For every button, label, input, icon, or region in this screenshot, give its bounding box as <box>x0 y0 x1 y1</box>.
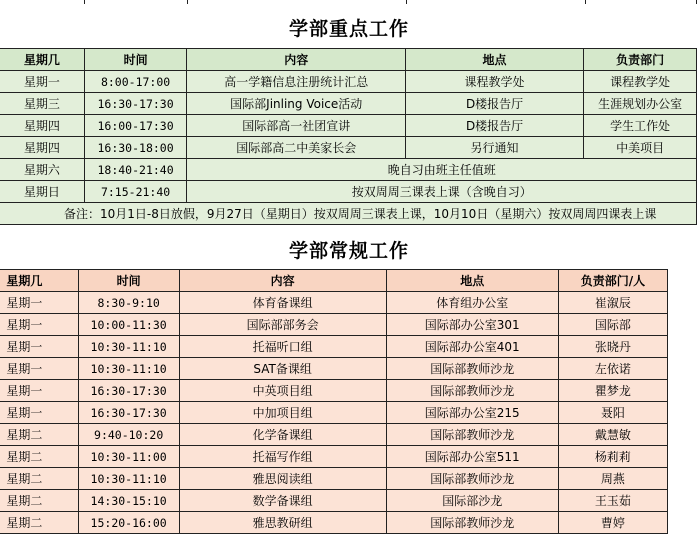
key-work-table <box>0 48 697 225</box>
cell-person[interactable]: 国际部 <box>558 314 667 336</box>
cell-person[interactable]: 聂阳 <box>558 402 667 424</box>
cell-location[interactable]: 国际部办公室301 <box>386 314 558 336</box>
cell-merged-content[interactable]: 按双周周三课表上课（含晚自习） <box>187 181 697 203</box>
cell-content[interactable]: 国际部Jinling Voice活动 <box>187 93 405 115</box>
column-header: 内容 <box>187 49 405 71</box>
cell-location[interactable]: D楼报告厅 <box>405 115 583 137</box>
cell-department[interactable]: 课程教学处 <box>584 71 697 93</box>
cell-location[interactable]: D楼报告厅 <box>405 93 583 115</box>
cell-content[interactable]: 托福听口组 <box>179 336 386 358</box>
table-row <box>0 314 668 336</box>
cell-person[interactable]: 杨莉莉 <box>558 446 667 468</box>
cell-day[interactable]: 星期一 <box>0 380 78 402</box>
table-row <box>0 490 668 512</box>
cell-location[interactable]: 国际部教师沙龙 <box>386 468 558 490</box>
cell-day[interactable]: 星期二 <box>0 468 78 490</box>
cell-merged-content[interactable]: 晚自习由班主任值班 <box>187 159 697 181</box>
table-row <box>0 159 697 181</box>
cell-location[interactable]: 国际部教师沙龙 <box>386 380 558 402</box>
column-header: 时间 <box>78 270 179 292</box>
section-title-routine-work: 学部常规工作 <box>288 240 409 262</box>
cell-day[interactable]: 星期日 <box>0 181 84 203</box>
cell-person[interactable]: 左依诺 <box>558 358 667 380</box>
cell-day[interactable]: 星期一 <box>0 336 78 358</box>
cell-content[interactable]: 中英项目组 <box>179 380 386 402</box>
table-row <box>0 336 668 358</box>
cell-day[interactable]: 星期一 <box>0 71 84 93</box>
column-header: 星期几 <box>0 270 78 292</box>
cell-location[interactable]: 国际部教师沙龙 <box>386 512 558 534</box>
cell-day[interactable]: 星期二 <box>0 446 78 468</box>
cell-location[interactable]: 另行通知 <box>405 137 583 159</box>
cell-day[interactable]: 星期一 <box>0 358 78 380</box>
cell-time[interactable]: 10:30-11:10 <box>78 336 179 358</box>
cell-content[interactable]: 中加项目组 <box>179 402 386 424</box>
cell-content[interactable]: 高一学籍信息注册统计汇总 <box>187 71 405 93</box>
table-row <box>0 424 668 446</box>
cell-day[interactable]: 星期二 <box>0 424 78 446</box>
cell-person[interactable]: 崔溆辰 <box>558 292 667 314</box>
table-row <box>0 358 668 380</box>
cell-time[interactable]: 7:15-21:40 <box>84 181 187 203</box>
cell-content[interactable]: 体育备课组 <box>179 292 386 314</box>
cell-location[interactable]: 国际部办公室215 <box>386 402 558 424</box>
table-row <box>0 468 668 490</box>
cell-person[interactable]: 戴慧敏 <box>558 424 667 446</box>
cell-department[interactable]: 生涯规划办公室 <box>584 93 697 115</box>
cell-location[interactable]: 国际部办公室511 <box>386 446 558 468</box>
cell-time[interactable]: 16:30-17:30 <box>84 93 187 115</box>
cell-location[interactable]: 国际部办公室401 <box>386 336 558 358</box>
table-header-row <box>0 49 697 71</box>
cell-day[interactable]: 星期四 <box>0 137 84 159</box>
cell-time[interactable]: 18:40-21:40 <box>84 159 187 181</box>
cell-time[interactable]: 10:30-11:10 <box>78 358 179 380</box>
note-row <box>0 203 697 225</box>
section-title-key-work: 学部重点工作 <box>288 18 409 40</box>
cell-content[interactable]: 国际部部务会 <box>179 314 386 336</box>
table-header-row <box>0 270 668 292</box>
table-row <box>0 71 697 93</box>
column-header: 内容 <box>179 270 386 292</box>
cell-location[interactable]: 国际部教师沙龙 <box>386 358 558 380</box>
cell-location[interactable]: 国际部沙龙 <box>386 490 558 512</box>
cell-day[interactable]: 星期一 <box>0 314 78 336</box>
cell-time[interactable]: 16:30-18:00 <box>84 137 187 159</box>
cell-person[interactable]: 曹婷 <box>558 512 667 534</box>
table-row <box>0 93 697 115</box>
cell-time[interactable]: 10:30-11:10 <box>78 468 179 490</box>
cell-location[interactable]: 课程教学处 <box>405 71 583 93</box>
column-header: 地点 <box>405 49 583 71</box>
column-header: 地点 <box>386 270 558 292</box>
cell-day[interactable]: 星期一 <box>0 292 78 314</box>
cell-day[interactable]: 星期六 <box>0 159 84 181</box>
cell-location[interactable]: 国际部教师沙龙 <box>386 424 558 446</box>
table-row <box>0 446 668 468</box>
cell-person[interactable]: 王玉茹 <box>558 490 667 512</box>
cell-time[interactable]: 16:00-17:30 <box>84 115 187 137</box>
column-header: 星期几 <box>0 49 84 71</box>
cell-content[interactable]: 雅思阅读组 <box>179 468 386 490</box>
cell-time[interactable]: 10:00-11:30 <box>78 314 179 336</box>
cell-content[interactable]: 化学备课组 <box>179 424 386 446</box>
table-row <box>0 402 668 424</box>
cell-day[interactable]: 星期二 <box>0 512 78 534</box>
cell-content[interactable]: 托福写作组 <box>179 446 386 468</box>
cell-content[interactable]: 数学备课组 <box>179 490 386 512</box>
cell-day[interactable]: 星期二 <box>0 490 78 512</box>
cell-content[interactable]: 国际部高二中美家长会 <box>187 137 405 159</box>
cell-content[interactable]: 国际部高一社团宣讲 <box>187 115 405 137</box>
table-row <box>0 137 697 159</box>
cell-person[interactable]: 张晓丹 <box>558 336 667 358</box>
cell-time[interactable]: 8:00-17:00 <box>84 71 187 93</box>
table-row <box>0 512 668 534</box>
table-row <box>0 292 668 314</box>
cell-person[interactable]: 周燕 <box>558 468 667 490</box>
cell-location[interactable]: 体育组办公室 <box>386 292 558 314</box>
cell-day[interactable]: 星期三 <box>0 93 84 115</box>
table-row <box>0 115 697 137</box>
cell-time[interactable]: 16:30-17:30 <box>78 380 179 402</box>
cell-time[interactable]: 15:20-16:00 <box>78 512 179 534</box>
cell-content[interactable]: SAT备课组 <box>179 358 386 380</box>
note-cell[interactable]: 备注：10月1日-8日放假，9月27日（星期日）按双周周三课表上课，10月10日（星期六）按双周周四课表上课 <box>0 203 697 225</box>
cell-time[interactable]: 16:30-17:30 <box>78 402 179 424</box>
cell-department[interactable]: 中美项目 <box>584 137 697 159</box>
top-gridline-fragment <box>0 0 698 4</box>
cell-time[interactable]: 8:30-9:10 <box>78 292 179 314</box>
cell-day[interactable]: 星期四 <box>0 115 84 137</box>
column-header: 负责部门/人 <box>558 270 667 292</box>
cell-time[interactable]: 9:40-10:20 <box>78 424 179 446</box>
column-header: 负责部门 <box>584 49 697 71</box>
cell-time[interactable]: 10:30-11:00 <box>78 446 179 468</box>
routine-work-table <box>0 269 668 534</box>
cell-content[interactable]: 雅思教研组 <box>179 512 386 534</box>
column-header: 时间 <box>84 49 187 71</box>
cell-department[interactable]: 学生工作处 <box>584 115 697 137</box>
table-row <box>0 380 668 402</box>
table-row <box>0 181 697 203</box>
cell-time[interactable]: 14:30-15:10 <box>78 490 179 512</box>
cell-person[interactable]: 瞿梦龙 <box>558 380 667 402</box>
cell-day[interactable]: 星期一 <box>0 402 78 424</box>
